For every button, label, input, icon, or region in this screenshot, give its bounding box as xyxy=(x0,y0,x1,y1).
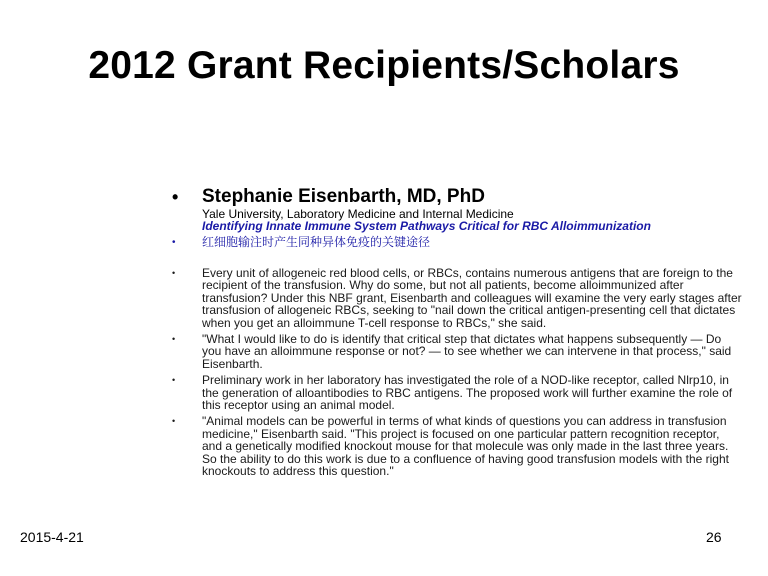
slide-content xyxy=(172,186,742,478)
bullet-icon: • xyxy=(172,187,179,207)
paragraph-text: Preliminary work in her laboratory has investigated the role of a NOD-like receptor, called Nlrp10, in the generation of alloantibodies to RBC antigens. The proposed work will further examine the role of this receptor using an animal model. xyxy=(202,373,733,413)
paragraph-text: Every unit of allogeneic red blood cells, or RBCs, contains numerous antigens that are foreign to the recipient of the transfusion. Why do some, but not all patients, become alloimmunized after transfusion? Under this NBF grant, Eisenbarth and colleagues will examine the very early stages after transfusion of allogeneic RBCs, seeking to "nail down the critical antigen-presenting cell that dictates when you get an alloimmune T-cell response to RBCs," she said. xyxy=(202,266,742,330)
paragraph-item xyxy=(172,415,742,477)
bullet-icon: • xyxy=(172,237,176,248)
paragraph-item xyxy=(172,374,742,411)
project-title: Identifying Innate Immune System Pathways Critical for RBC Alloimmunization xyxy=(202,219,651,233)
recipient-name: Stephanie Eisenbarth, MD, PhD xyxy=(202,186,485,207)
page-number: 26 xyxy=(706,529,722,545)
chinese-title-item xyxy=(172,234,742,250)
paragraph-item xyxy=(172,267,742,329)
paragraph-text: "Animal models can be powerful in terms of what kinds of questions you can address in transfusion medicine," Eisenbarth said. "This project is focused on one particular pattern recognition receptor, and a genetically modified knockout mouse for that molecule was only made in the last three years. So the ability to do this work is due to a confluence of having good transfusion models with the right knockouts to address this question." xyxy=(202,414,729,479)
paragraph-item xyxy=(172,333,742,370)
paragraph-text: "What I would like to do is identify that critical step that dictates what happens subsequently — Do you have an alloimmune response or not? — to see whether we can intervene in that process," said Eisenbarth. xyxy=(202,332,732,371)
bullet-icon: • xyxy=(172,268,176,278)
bullet-icon: • xyxy=(172,375,176,386)
recipient-name-item xyxy=(172,186,742,208)
chinese-project-title: 红细胞输注时产生同种异体免疫的关键途径 xyxy=(202,235,431,249)
bullet-icon: • xyxy=(172,416,176,427)
bullet-icon: • xyxy=(172,334,176,345)
footer-date: 2015-4-21 xyxy=(20,529,84,545)
slide-title: 2012 Grant Recipients/Scholars xyxy=(88,44,680,87)
recipient-affiliation: Yale University, Laboratory Medicine and Internal Medicine xyxy=(202,207,514,221)
